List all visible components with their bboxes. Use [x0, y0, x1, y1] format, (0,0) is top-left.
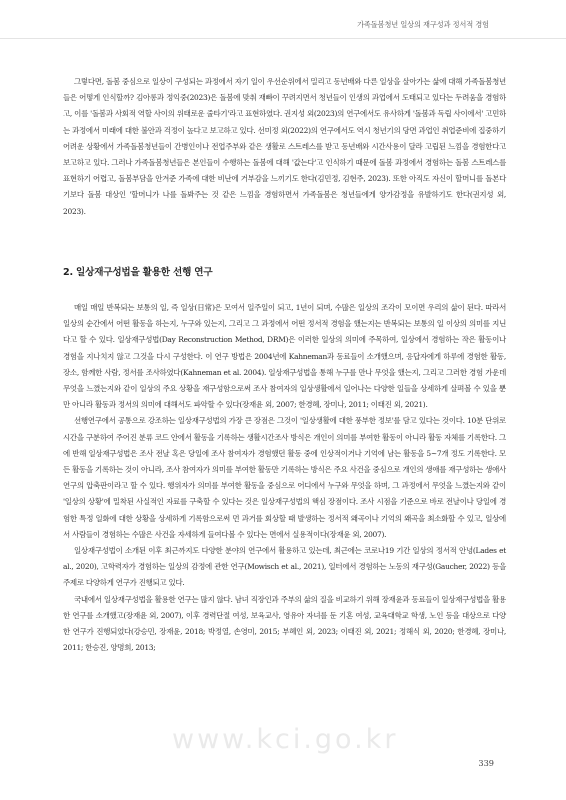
section-text-block	[63, 300, 506, 656]
paragraph: 국내에서 일상재구성법을 활용한 연구는 많지 않다. 남녀 직장인과 주부의 삶의 질을 비교하기 위해 장재윤과 동료들이 일상재구성법을 활용한 연구를 소개했고(장재윤 외, 2007), 이후 경력단절 여성, 보육교사, 영유아 자녀를 둔 기혼 여성, 교육대학교 학생, 노인 등을 대상으로 다양한 연구가 진행되었다(강승민, 장재윤, 2018; 박정열, 손영미, 2015; 부혜인 외, 2023; 이태진 외, 2021; 정해식 외, 2020; 한경혜, 장미나, 2011; 한승진, 양명희, 2013;	[63, 594, 506, 653]
page-number: 339	[478, 758, 494, 768]
section-heading: 2. 일상재구성법을 활용한 선행 연구	[63, 267, 213, 278]
paragraph: 매일 매일 반복되는 보통의 일, 즉 일상(日常)은 모여서 일주일이 되고, 1년이 되며, 수많은 일상의 조각이 모이면 우리의 삶이 된다. 따라서 일상의 순간에서 어떤 활동을 하는지, 누구와 있는지, 그리고 그 과정에서 어떤 정서적 경험을 했는지는 반복되는 보통의 일 이상의 의미를 지닌다고 할 수 있다. 일상재구성법(Day Reconstruction Method, DRM)은 이러한 일상의 의미에 주목하여, 일상에서 경험하는 작은 활동이나 경험을 지나치지 않고 그것을 다시 구성한다. 이 연구 방법은 2004년에 Kahneman과 동료들이 소개했으며, 응답자에게 하루에 경험한 활동, 장소, 함께한 사람, 정서를 조사하였다(Kahneman et al. 2004). 일상재구성법을 통해 누구를 만나 무엇을 했는지, 그리고 그러한 경험 가운데 무엇을 느꼈는지와 같이 일상의 주요 상황을 재구성함으로써 조사 참여자의 일상생활에서 일어나는 다양한 일들을 상세하게 살펴볼 수 있을 뿐만 아니라 활동과 정서의 의미에 대해서도 파악할 수 있다(장재윤 외, 2007; 한경혜, 장미나, 2011; 이태진 외, 2021).	[63, 303, 506, 410]
paragraph: 그렇다면, 돌봄 중심으로 일상이 구성되는 과정에서 자기 일이 우선순위에서 밀리고 동년배와 다른 일상을 살아가는 삶에 대해 가족돌봄청년들은 어떻게 인식할까? 김아롱과 정익중(2023)은 돌봄에 맞춰 재빠이 꾸려지면서 청년들이 인생의 과업에서 도태되고 있다는 두려움을 경험하고, 이를 '돌봄과 사회적 역할 사이의 위태로운 줄타기'라고 표현하였다. 권지성 외(2023)의 연구에서도 유사하게 '돌봄과 독립 사이에서' 고민하는 과정에서 미래에 대한 불안과 걱정이 높다고 보고하고 있다. 선미정 외(2022)의 연구에서도 역시 청년기의 당면 과업인 취업준비에 집중하기 어려운 상황에서 가족돌봄청년들이 간병인이나 전업주부와 같은 생활로 스트레스를 받고 동년배와 시간사용이 달라 고립된 느낌을 경험한다고 보고하고 있다. 그러나 가족돌봄청년들은 본인들이 수행하는 돌봄에 대해 '값는다'고 인식하기 때문에 돌봄 과정에서 경험하는 돌봄 스트레스를 표현하기 어렵고, 돌봄부담을 안겨준 가족에 대한 비난에 거부감을 느끼기도 한다(김민정, 김현주, 2023). 또한 아직도 자신이 할머니를 돌본다기보다 돌봄 대상인 '할머니가 나를 돌봐주는 것 같은 느낌을 경험하면서 가족돌봄은 청년들에게 양가감정을 유발하기도 한다(권지성 외, 2023).	[63, 77, 506, 216]
watermark: www.kci.go.kr	[172, 724, 399, 755]
paragraph: 선행연구에서 공통으로 강조하는 일상재구성법의 가장 큰 장점은 그것이 '일상생활에 대한 풍부한 정보'를 담고 있다는 것이다. 10분 단위로 시간을 구분하여 주어진 분류 코드 안에서 활동을 기록하는 생활시간조사 방식은 개인이 의미를 부여한 활동이 아니라 활동 자체를 기록한다. 그에 반해 일상재구성법은 조사 전날 혹은 당일에 조사 참여자가 경험했던 활동 중에 인상적이거나 기억에 남는 활동을 5~7개 정도 기록한다. 모든 활동을 기록하는 것이 아니라, 조사 참여자가 의미를 부여한 활동만 기록하는 방식은 주요 사건을 중심으로 개인의 생애를 재구성하는 생애사 연구의 압축판이라고 할 수 있다. 행위자가 의미를 부여한 활동을 중심으로 어디에서 누구와 무엇을 하며, 그 과정에서 무엇을 느꼈는지와 같이 '일상의 상황'에 밀착된 사실적인 자료를 구축할 수 있다는 것은 일상재구성법의 핵심 장점이다. 조사 시점을 기준으로 바로 전날이나 당일에 경험한 특정 일화에 대한 상황을 상세하게 기록함으로써 먼 과거를 회상할 때 발생하는 정서적 왜곡이나 기억의 왜곡을 최소화할 수 있고, 일상에서 사람들이 경험하는 수많은 사건을 자세하게 들여다볼 수 있다는 면에서 실용적이다(장재윤 외, 2007).	[63, 416, 506, 539]
running-header: 가족돌봄청년 일상의 재구성과 정서적 경험	[357, 20, 489, 29]
header-divider	[0, 38, 566, 39]
intro-text-block	[63, 74, 506, 220]
paragraph: 일상재구성법이 소개된 이후 최근까지도 다양한 분야의 연구에서 활용하고 있는데, 최근에는 코로나19 기간 일상의 정서적 안녕(Lades et al., 2020), 고학력자가 경험하는 일상의 감정에 관한 연구(Mowisch et al., 2021), 일터에서 경험하는 노동의 재구성(Gaucher, 2022) 등을 주제로 다양하게 연구가 진행되고 있다.	[63, 546, 506, 588]
